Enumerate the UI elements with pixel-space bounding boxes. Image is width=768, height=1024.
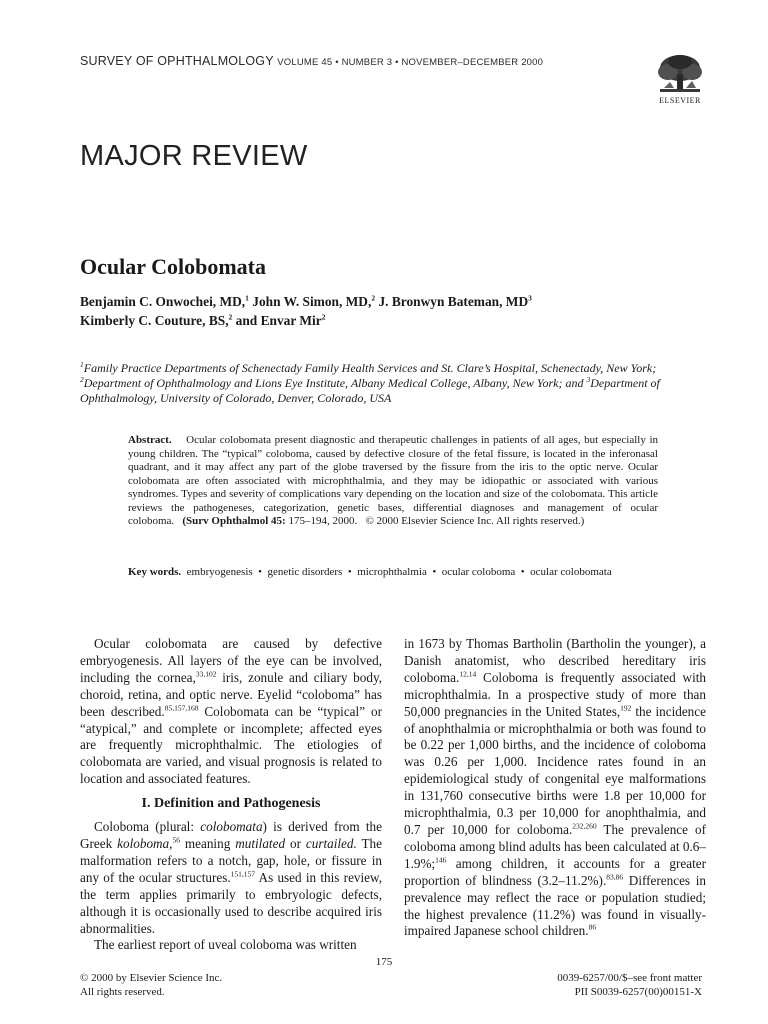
body-paragraph [404, 636, 706, 940]
footer-copyright-line: All rights reserved. [80, 986, 165, 998]
citation-ref: 232,260 [572, 821, 597, 831]
journal-name: SURVEY OF OPHTHALMOLOGY [80, 54, 274, 68]
journal-header [80, 54, 543, 68]
affiliation-text: Family Practice Departments of Schenectady Family Health Services and St. Clare’s Hospital, Schenectady, New York; [83, 361, 657, 375]
author-affiliation-marker: 3 [528, 293, 532, 303]
keywords-text: embryogenesis • genetic disorders • microphthalmia • ocular coloboma • ocular colobomata [186, 566, 612, 578]
body-text: Colobomata can be “typical” or “atypical,” and complete or incomplete; affected eyes are frequently microphthalmic. The etiologies of colobomata are varied, and visual prognosis is related to location and associated features. [80, 703, 382, 787]
citation-ref: 56 [172, 835, 180, 845]
keywords-label: Key words. [128, 566, 182, 578]
author-affiliation-marker: 2 [228, 312, 233, 322]
body-text: meaning [179, 835, 236, 851]
abstract-label: Abstract. [128, 434, 172, 446]
author-name: J. Bronwyn Bateman, MD [378, 294, 529, 309]
body-column-right [404, 636, 706, 940]
footer-issn: 0039-6257/00/$–see front matter [557, 972, 702, 984]
footer-pii: PII S0039-6257(00)00151-X [574, 986, 702, 998]
footer-identifiers [470, 971, 702, 999]
footer-copyright-line: © 2000 by Elsevier Science Inc. [80, 972, 223, 984]
body-text: iris, zonule and ciliary body, choroid, retina, and optic nerve. Eyelid “coloboma” has been described. [80, 669, 382, 719]
body-italic-text: mutilated [235, 835, 286, 851]
author-affiliation-marker: 1 [245, 293, 249, 303]
abstract-citation-pages: 175–194, 2000. [288, 515, 358, 527]
body-text: As used in this review, the term applies primarily to embryologic defects, although it is occasionally used to describe acquired iris abnormalities. [80, 869, 383, 936]
author-name: Kimberly C. Couture, BS, [80, 313, 229, 328]
author-list [80, 292, 700, 330]
body-text: Coloboma (plural: [94, 819, 201, 835]
body-text: The malformation refers to a notch, gap, hole, or fissure in any of the ocular structures. [80, 835, 382, 885]
citation-ref: 12,14 [459, 669, 477, 679]
body-paragraph [80, 819, 382, 937]
author-name: Benjamin C. Onwochei, MD, [80, 294, 246, 309]
body-text: in 1673 by Thomas Bartholin (Bartholin the younger), a Danish anatomist, who described hereditary iris coloboma. [404, 636, 706, 685]
citation-ref: 86 [588, 923, 597, 933]
body-text: the incidence of anophthalmia or microphthalmia or both was found to be 0.22 per 1,000 births, and the incidence of coloboma was 0.26 per 1,000. Incidence rates found in an epidemiological study of congenital eye malformations in 131,760 consecutive births were 1.8 per 10,000 for microphthalmia, 0.3 per 10,000 for anophthalmia, and 0.7 per 10,000 for coloboma. [404, 703, 706, 837]
affiliation-marker: 1 [80, 360, 84, 369]
citation-ref: 151,157 [230, 869, 256, 879]
body-column-left [80, 636, 382, 954]
affiliation-marker: 2 [80, 375, 84, 384]
body-paragraph: The earliest report of uveal coloboma was written [94, 937, 357, 953]
body-text: ) is derived from the Greek [80, 819, 383, 851]
publisher-name: ELSEVIER [659, 96, 701, 105]
body-text: Ocular colobomata are caused by defective embryogenesis. All layers of the eye can be involved, including the cornea, [80, 636, 382, 685]
affiliation-text: Department of Ophthalmology, University of Colorado, Denver, Colorado, USA [80, 376, 660, 405]
body-italic-text: koloboma, [117, 835, 173, 851]
author-name: and Envar Mir [235, 313, 322, 328]
author-affiliation-marker: 2 [321, 312, 326, 322]
citation-ref: 33,102 [195, 669, 217, 679]
body-italic-text: colobomata [200, 819, 263, 835]
footer-copyright [80, 971, 222, 999]
article-title: Ocular Colobomata [80, 254, 266, 279]
author-name: John W. Simon, MD, [252, 294, 372, 309]
abstract-citation: (Surv Ophthalmol 45: [182, 515, 286, 527]
abstract-copyright: © 2000 Elsevier Science Inc. All rights reserved.) [365, 515, 585, 527]
affiliation-marker: 3 [586, 375, 591, 384]
citation-ref: 146 [435, 855, 447, 865]
body-text: The prevalence of coloboma among blind adults has been calculated at 0.6–1.9%; [404, 821, 706, 871]
body-italic-text: curtailed. [305, 835, 357, 851]
affiliation-text: Department of Ophthalmology and Lions Eye Institute, Albany Medical College, Albany, New York; and [83, 376, 584, 390]
journal-issue: VOLUME 45 • NUMBER 3 • NOVEMBER–DECEMBER 2000 [277, 57, 544, 68]
keywords [128, 566, 658, 580]
body-text: Coloboma is frequently associated with microphthalmia. In a prospective study of more than 50,000 pregnancies in the United States, [404, 669, 706, 719]
body-text: or [285, 835, 306, 851]
section-heading: I. Definition and Pathogenesis [141, 796, 321, 812]
affiliations [80, 361, 700, 406]
page-number: 175 [375, 956, 393, 968]
body-paragraph [80, 636, 382, 788]
abstract-text: Ocular colobomata present diagnostic and therapeutic challenges in patients of all ages, but especially in young children. The “typical” coloboma, caused by defective closure of the fetal fissure, is located in the inferonasal quadrant, and it may affect any part of the globe traversed by the fissure from the iris to the optic nerve. Ocular colobomata are often associated with microphthalmia, and they may be idiopathic or associated with various syndromes. Types and severity of complications vary depending on the location and size of the colobomata. This article reviews the pathogeneses, categorization, genetic bases, differential diagnoses and management of ocular coloboma. [128, 434, 658, 527]
abstract [128, 434, 658, 529]
citation-ref: 192 [620, 703, 632, 713]
section-label: MAJOR REVIEW [80, 140, 308, 172]
citation-ref: 83,86 [606, 872, 624, 882]
body-text: among children, it accounts for a greater proportion of blindness (3.2–11.2%). [404, 855, 706, 888]
body-text: Differences in prevalence may reflect the race or population studied; the highest prevalence (11.2%) was found in visually-impaired Japanese school children. [404, 872, 706, 939]
citation-ref: 85,157,168 [164, 703, 199, 713]
author-affiliation-marker: 2 [371, 293, 376, 303]
